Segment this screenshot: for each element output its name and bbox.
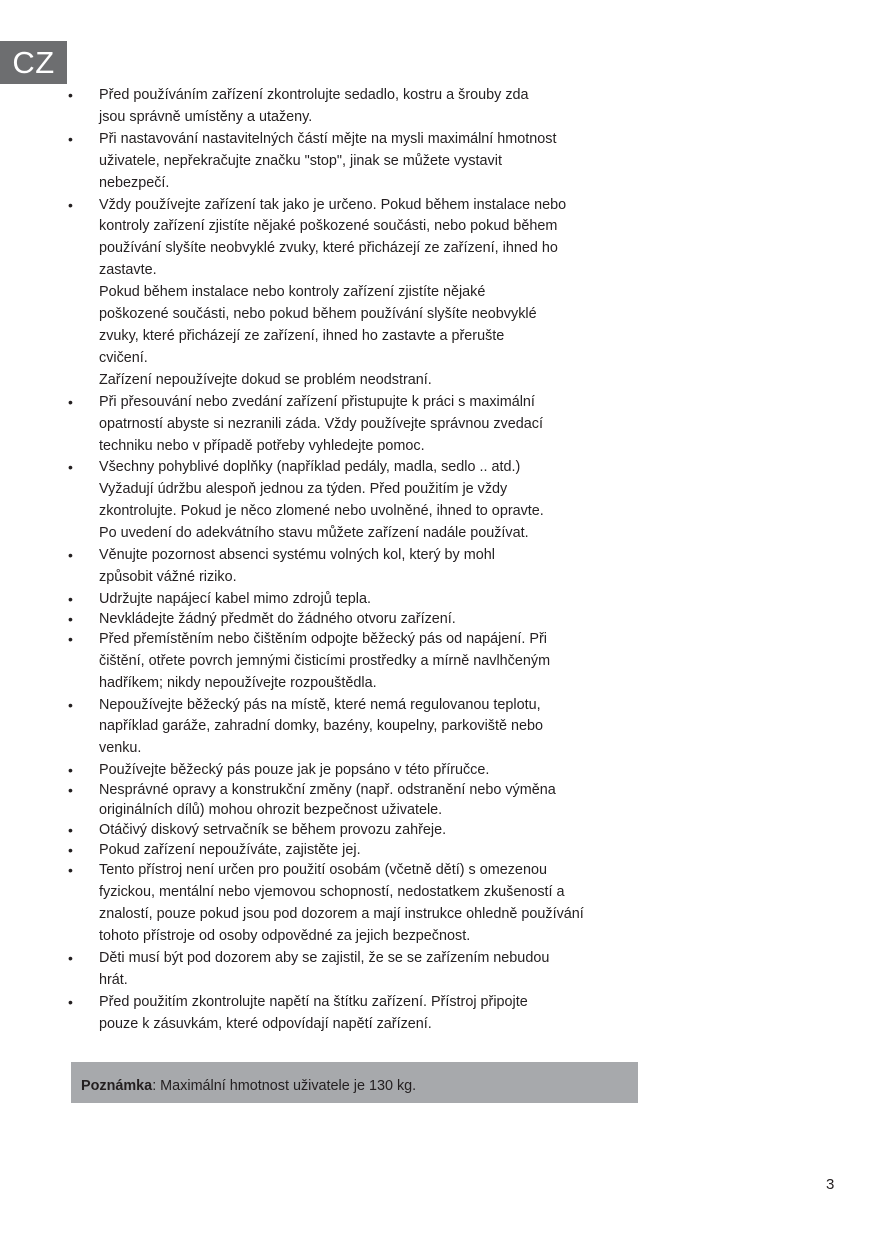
list-item-text: Věnujte pozornost absenci systému volných kol, který by mohl způsobit vážné riziko. <box>99 547 495 585</box>
bullet-icon: • <box>68 610 73 627</box>
bullet-icon: • <box>68 696 73 713</box>
bullet-icon: • <box>68 459 73 476</box>
bullet-icon: • <box>68 590 73 607</box>
bullet-icon: • <box>68 87 73 103</box>
page-number: 3 <box>826 1176 835 1193</box>
note-box <box>71 1062 638 1103</box>
list-item <box>68 545 628 589</box>
list-item <box>68 840 628 860</box>
list-item <box>68 392 628 458</box>
list-item-text: Tento přístroj není určen pro použití osobám (včetně dětí) s omezenou fyzickou, mentální nebo vjemovou schopností, nedostatkem zkušeností a znalostí, pouze pokud jsou pod dozorem a mají instrukce ohledně používání tohoto přístroje od osoby odpovědné za jejich bezpečnost. <box>99 862 584 944</box>
list-item-text: Děti musí být pod dozorem aby se zajistil, že se se zařízením nebudou hrát. <box>99 949 550 988</box>
list-item <box>68 609 628 629</box>
bullet-icon: • <box>68 547 73 564</box>
list-item-text: Pokud během instalace nebo kontroly zařízení zjistíte nějaké poškozené součásti, nebo pokud během používání slyšíte neobvyklé zvuky, které přicházejí ze zařízení, ihned ho zastavte a přerušte cvičení. <box>99 284 537 366</box>
list-item-text: Při nastavování nastavitelných částí mějte na mysli maximální hmotnost uživatele, nepřekračujte značku "stop", jinak se můžete vystavit nebezpečí. <box>99 130 557 191</box>
list-item-text: Všechny pohyblivé doplňky (například pedály, madla, sedlo .. atd.) Vyžadují údržbu alespoň jednou za týden. Před použitím je vždy zkontrolujte. Pokud je něco zlomené nebo uvolněné, ihned to opravte. Po uvedení do adekvátního stavu můžete zařízení nadále používat. <box>99 459 544 542</box>
list-item-text: Nesprávné opravy a konstrukční změny (např. odstranění nebo výměna originálních dílů) mohou ohrozit bezpečnost uživatele. <box>99 782 556 819</box>
note-text: Maximální hmotnost uživatele je 130 kg. <box>156 1078 417 1094</box>
safety-instructions-list <box>68 85 628 1036</box>
list-item-text: Zařízení nepoužívejte dokud se problém neodstraní. <box>99 371 432 388</box>
bullet-icon: • <box>68 842 73 859</box>
list-item-text: Před přemístěním nebo čištěním odpojte běžecký pás od napájení. Při čištění, otřete povrch jemnými čisticími prostředky a mírně navlhčeným hadříkem; nikdy nepoužívejte rozpouštědla. <box>99 630 551 691</box>
list-item-text: Při přesouvání nebo zvedání zařízení přistupujte k práci s maximální opatrností abyste si nezranili záda. Vždy používejte správnou zvedací techniku nebo v případě potřeby vyhledejte pomoc. <box>99 393 543 454</box>
list-item <box>68 457 628 545</box>
list-item-text: Nevkládejte žádný předmět do žádného otvoru zařízení. <box>99 610 456 627</box>
bullet-icon: • <box>68 393 73 410</box>
list-item-text: Udržujte napájecí kabel mimo zdrojů tepla. <box>99 590 371 607</box>
list-item <box>68 860 628 948</box>
list-item <box>68 780 628 820</box>
bullet-icon: • <box>68 782 73 799</box>
list-item <box>68 948 628 992</box>
language-tab: CZ <box>0 41 67 84</box>
list-item <box>68 195 628 392</box>
list-item <box>68 129 628 195</box>
list-item <box>68 820 628 840</box>
list-item <box>68 589 628 609</box>
list-item-text: Vždy používejte zařízení tak jako je určeno. Pokud během instalace nebo kontroly zařízení zjistíte nějaké poškozené součásti, nebo pokud během používání slyšíte neobvyklé zvuky, které přicházejí ze zařízení, ihned ho zastavte. <box>99 196 567 279</box>
list-item-text: Používejte běžecký pás pouze jak je popsáno v této příručce. <box>99 762 490 779</box>
bullet-icon: • <box>68 993 73 1010</box>
bullet-icon: • <box>68 822 73 839</box>
bullet-icon: • <box>68 130 73 147</box>
list-item <box>68 85 628 129</box>
bullet-icon: • <box>68 949 73 966</box>
list-item-text: Před používáním zařízení zkontrolujte sedadlo, kostru a šrouby zda jsou správně umístěny a utaženy. <box>99 87 529 125</box>
list-item-text: Pokud zařízení nepoužíváte, zajistěte jej. <box>99 842 361 859</box>
note-label: Poznámka <box>81 1078 153 1094</box>
list-item <box>68 629 628 695</box>
list-item <box>68 992 628 1036</box>
list-item <box>68 760 628 780</box>
note-separator: : <box>152 1078 157 1094</box>
bullet-icon: • <box>68 630 73 647</box>
bullet-icon: • <box>68 196 73 213</box>
bullet-icon: • <box>68 862 73 879</box>
list-item-text: Nepoužívejte běžecký pás na místě, které nemá regulovanou teplotu, například garáže, zahradní domky, bazény, koupelny, parkoviště nebo venku. <box>99 696 543 757</box>
list-item-text: Otáčivý diskový setrvačník se během provozu zahřeje. <box>99 822 447 839</box>
list-item <box>68 695 628 761</box>
list-item-text: Před použitím zkontrolujte napětí na štítku zařízení. Přístroj připojte pouze k zásuvkám, které odpovídají napětí zařízení. <box>99 993 528 1032</box>
bullet-icon: • <box>68 762 73 779</box>
